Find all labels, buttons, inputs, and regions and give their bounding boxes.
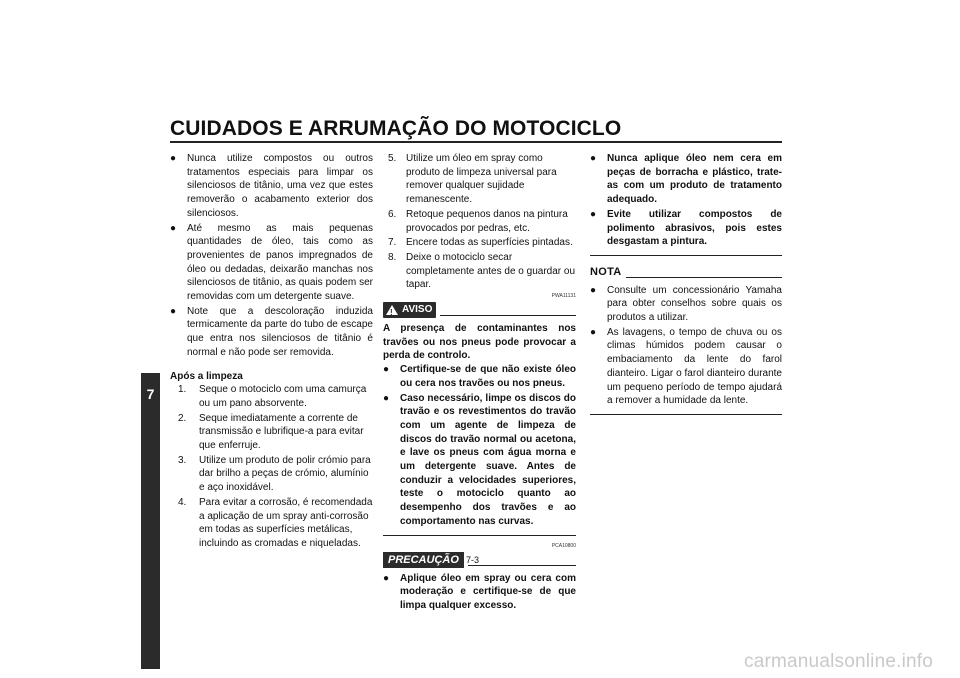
list-item: ● Consulte um concessionário Yamaha para obter conselhos sobre quais os produtos a utilizar. — [590, 284, 782, 325]
caution-header — [383, 552, 576, 568]
warning-end-rule — [383, 535, 576, 536]
caution-bullets-continued — [590, 152, 782, 249]
list-item: ● Note que a descoloração induzida termicamente da parte do tubo de escape que entra nos silenciosos de titânio é normal e não pode ser removida. — [170, 305, 373, 360]
warning-header-rule — [440, 315, 576, 316]
note-label: NOTA — [590, 265, 622, 278]
caution-bullets — [383, 572, 576, 613]
note-header — [590, 266, 782, 280]
list-item: 1. Seque o motociclo com uma camurça ou um pano absorvente. — [178, 384, 367, 409]
list-item: ● Até mesmo as mais pequenas quantidades de óleo, tais como as provenientes de panos impregnados de óleo ou dedadas, deixarão manchas nos silenciosos de titânio, as quais podem ser removidas com um detergente suave. — [170, 222, 373, 304]
list-item: ● Nunca aplique óleo nem cera em peças de borracha e plástico, trate-as com um produto de tratamento adequado. — [590, 152, 782, 207]
list-item: 5. Utilize um óleo em spray como produto de limpeza universal para remover qualquer sujidade remanescente. — [388, 153, 557, 206]
cleaning-steps-continued — [383, 152, 576, 292]
list-item: 2. Seque imediatamente a corrente de transmissão e lubrifique-a para evitar que enferruje. — [178, 412, 364, 452]
list-item: ● Caso necessário, limpe os discos do travão e os revestimentos do travão com um agente de limpeza de discos do travão normal ou acetona, e lave os pneus com água morna e um detergente suave. Antes de conduzir a velocidades superiores, teste o motociclo quanto ao desempenho dos travões e ao comportamento nas curvas. — [383, 392, 576, 529]
title-divider — [170, 141, 782, 143]
after-cleaning-steps — [170, 383, 373, 550]
caution-header-rule — [468, 565, 576, 566]
warning-header — [383, 302, 576, 318]
list-item: 3. Utilize um produto de polir crómio para dar brilho a peças de crómio, alumínio e aço inoxidável. — [178, 454, 371, 494]
note-bullets — [590, 284, 782, 408]
list-item: 7. Encere todas as superfícies pintadas. — [388, 237, 573, 249]
warning-code: PWA11131 — [551, 293, 576, 300]
list-item: ● Evite utilizar compostos de polimento abrasivos, pois estes desgastam a pintura. — [590, 208, 782, 249]
caution-end-rule — [590, 255, 782, 256]
watermark: carmanualsonline.info — [744, 651, 934, 672]
note-end-rule — [590, 414, 782, 415]
caution-code: PCA10800 — [551, 542, 576, 549]
list-item: 6. Retoque pequenos danos na pintura provocados por pedras, etc. — [388, 208, 568, 234]
list-item: ● Certifique-se de que não existe óleo ou cera nos travões ou nos pneus. — [383, 363, 576, 390]
list-item: 4. Para evitar a corrosão, é recomendada a aplicação de um spray anti-corrosão em todas as superfícies metálicas, incluindo as cromadas e niqueladas. — [178, 496, 373, 549]
caution-label: PRECAUÇÃO — [383, 552, 464, 568]
list-item: ● As lavagens, o tempo de chuva ou os climas húmidos podem causar o embaciamento da lente do farol dianteiro. Ligar o farol dianteiro durante um pequeno período de tempo ajudará a remover a humidade da lente. — [590, 326, 782, 408]
page-title: CUIDADOS E ARRUMAÇÃO DO MOTOCICLO — [170, 117, 622, 140]
page-number: 7-3 — [466, 555, 480, 565]
after-cleaning-heading: Após a limpeza — [170, 370, 243, 382]
chapter-number: 7 — [146, 386, 155, 402]
warning-intro: A presença de contaminantes nos travões ou nos pneus pode provocar a perda de controlo. — [383, 323, 576, 362]
note-header-rule — [626, 277, 782, 278]
warning-bullets — [383, 363, 576, 528]
warning-label: AVISO — [402, 304, 433, 316]
list-item: ● Nunca utilize compostos ou outros tratamentos especiais para limpar os silenciosos de titânio, uma vez que estes removerão o acabamento exterior dos silenciosos. — [170, 152, 373, 221]
list-item: 8. Deixe o motociclo secar completamente antes de o guardar ou tapar. — [388, 251, 575, 291]
titanium-bullets — [170, 152, 373, 360]
chapter-tab — [141, 373, 160, 669]
column-right — [590, 152, 782, 415]
column-middle — [383, 152, 576, 614]
list-item: ● Aplique óleo em spray ou cera com moderação e certifique-se de que limpa qualquer excesso. — [383, 572, 576, 613]
warning-badge — [383, 302, 436, 318]
column-left — [170, 152, 373, 552]
warning-triangle-icon — [386, 305, 398, 315]
